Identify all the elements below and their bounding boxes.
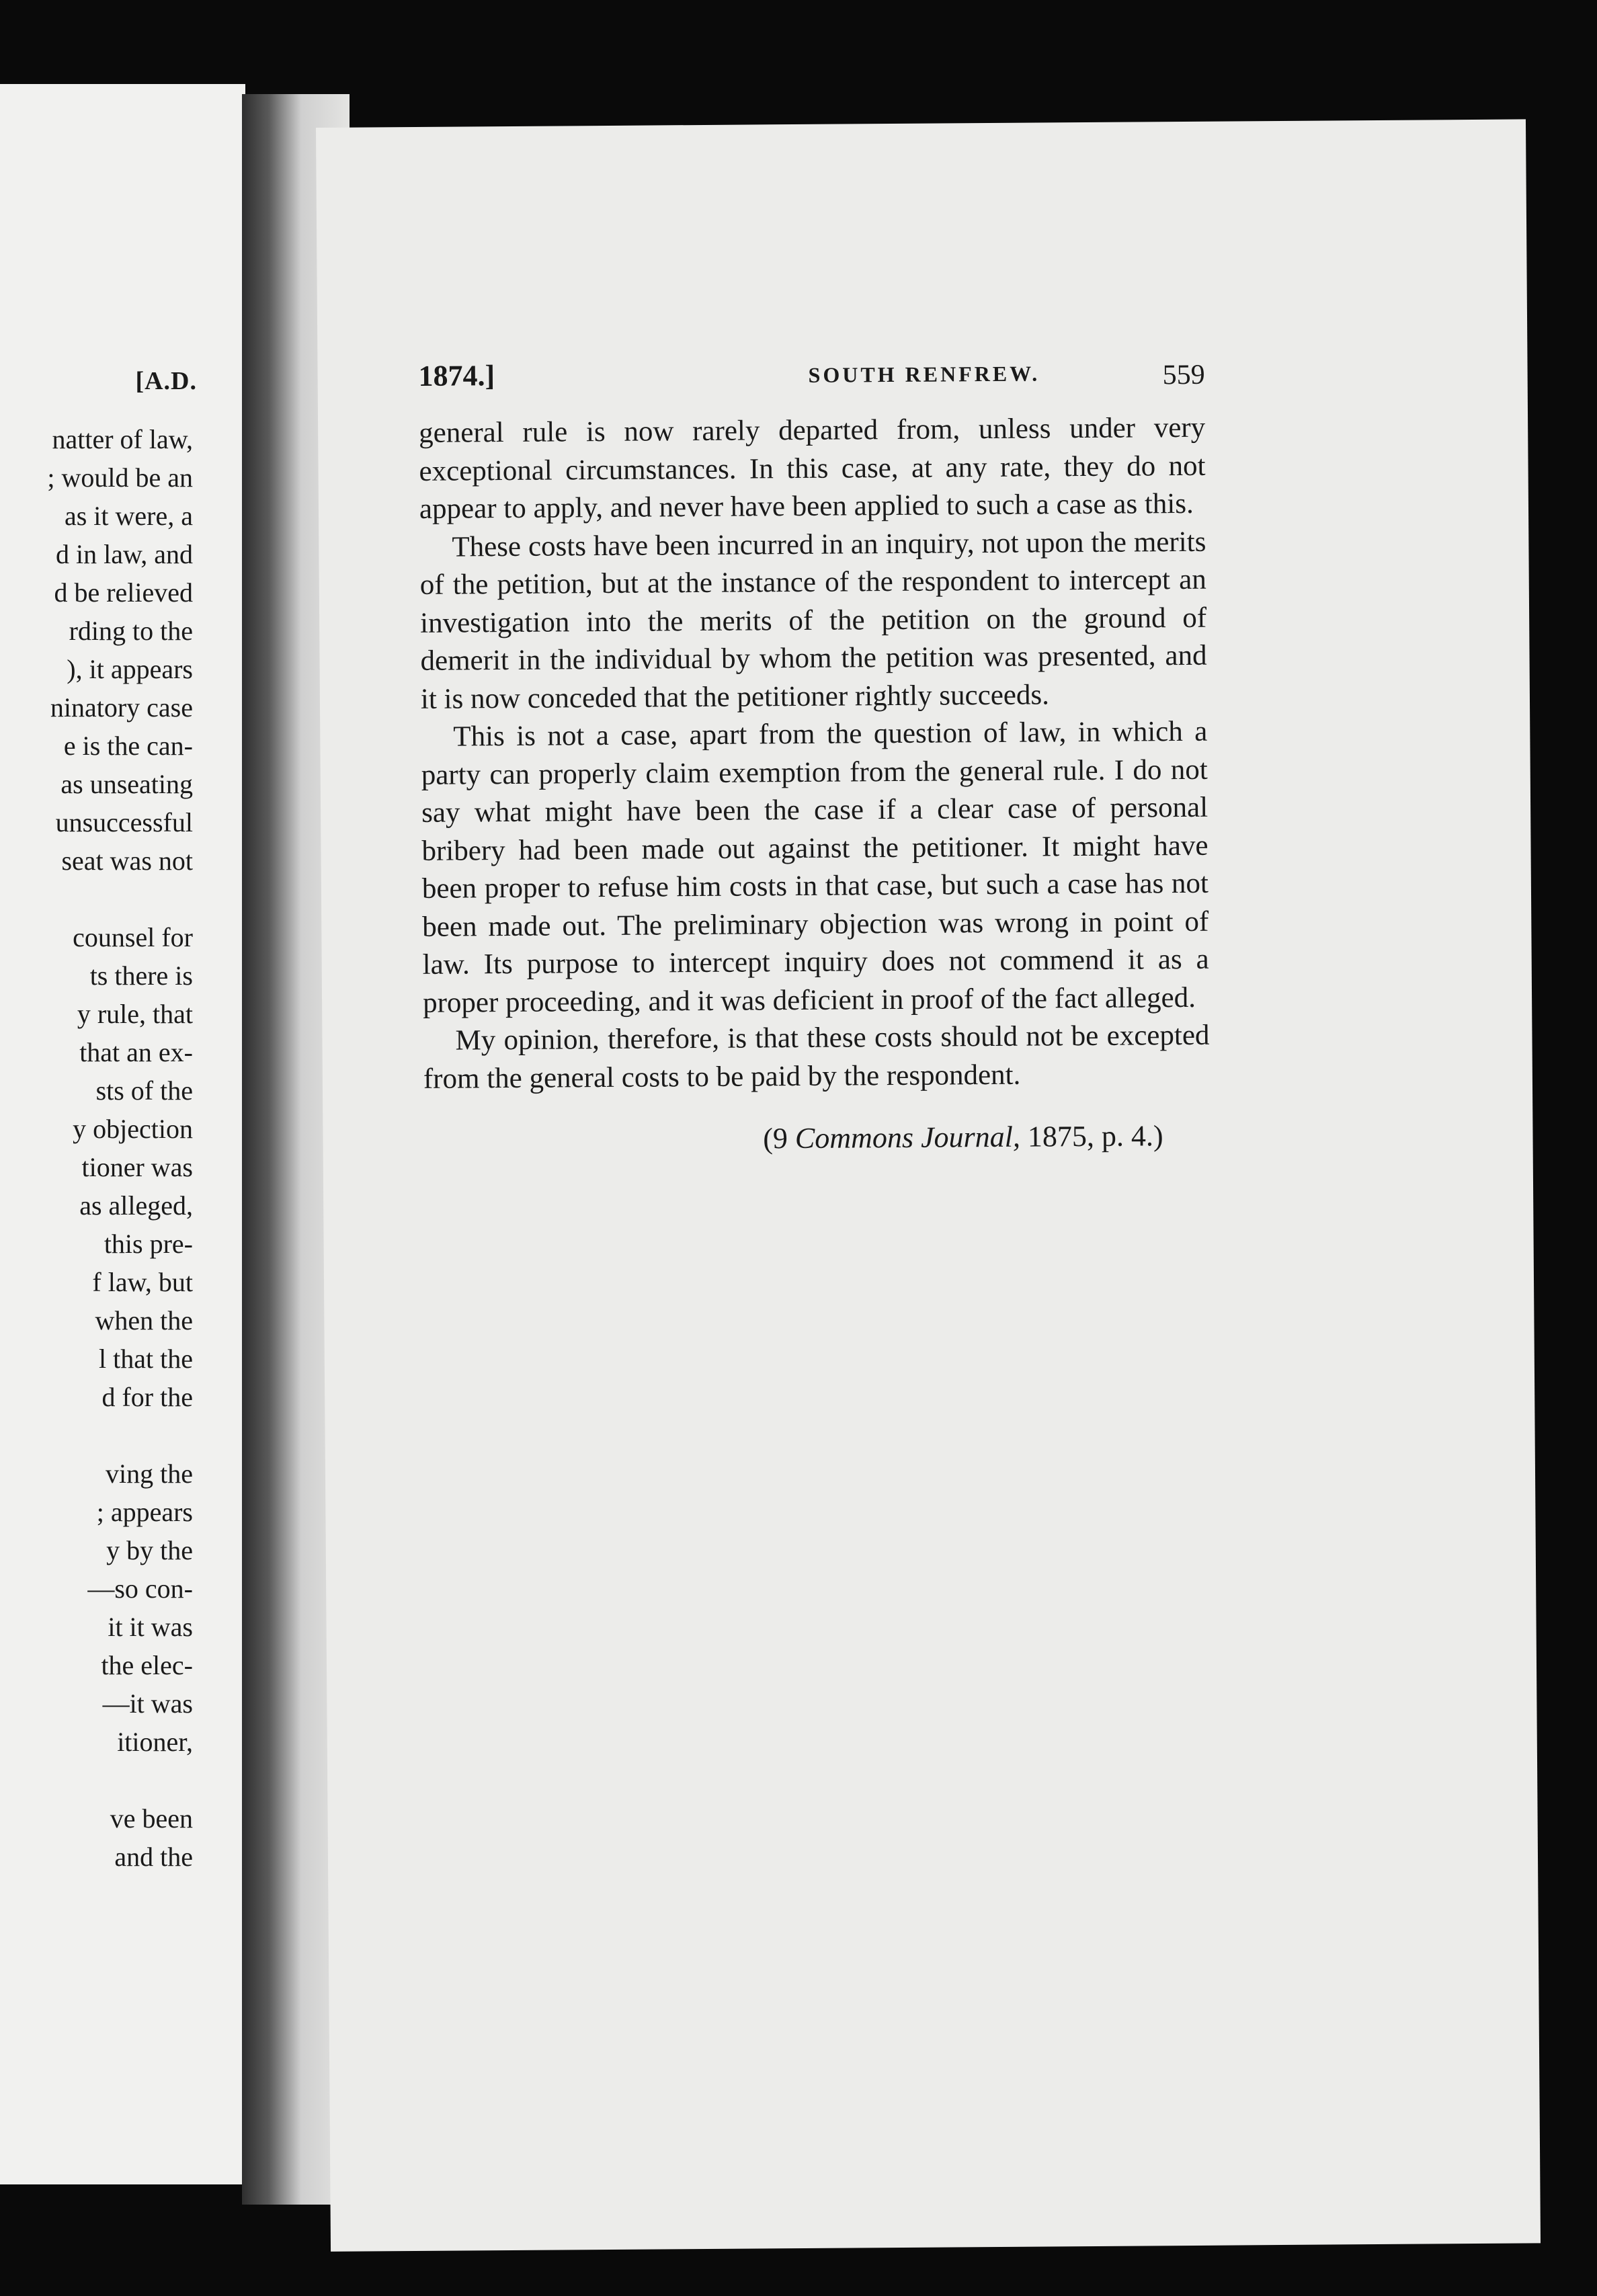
left-page-line: ve been	[110, 1803, 193, 1834]
left-page-line: d in law, and	[55, 539, 193, 569]
left-page-line: sts of the	[95, 1075, 193, 1106]
citation	[423, 1117, 1210, 1161]
left-page-line: counsel for	[73, 922, 193, 952]
left-page-line: y objection	[73, 1114, 193, 1144]
left-page-line: the elec-	[101, 1650, 193, 1680]
left-page-line: d be relieved	[54, 577, 193, 608]
left-page	[0, 84, 245, 2184]
left-page-line: rding to the	[69, 616, 193, 646]
left-page-line: tioner was	[81, 1152, 193, 1182]
left-page-line: f law, but	[92, 1267, 193, 1297]
page-number: 559	[1162, 359, 1205, 391]
citation-prefix: (9	[763, 1122, 796, 1155]
left-page-line: unsuccessful	[55, 807, 193, 837]
left-page-line: ninatory case	[50, 692, 193, 723]
left-page-line	[47, 1761, 193, 1799]
paragraph: These costs have been incurred in an inquiry, not upon the merits of the petition, but at the instance of the respondent to intercept an investigation into the merits of the petition on the ground of demerit in the individual by whom the petition was presented, and it is now conceded that the petitioner rightly succeeds.	[419, 526, 1207, 715]
left-page-line: as it were, a	[64, 501, 193, 531]
left-page-line: ), it appears	[67, 654, 193, 684]
paragraph: This is not a case, apart from the question of law, in which a party can properly claim exemption from the general rule. I do not say what might have been the case if a clear case of personal bribery had been made out against the petitioner. It might have been proper to refuse him costs in that case, but such a case has not been made out. The preliminary objection was wrong in point of law. Its purpose to intercept inquiry does not commend it as a proper proceeding, and it was deficient in proof of the fact alleged.	[421, 715, 1209, 1019]
running-header	[418, 354, 1204, 399]
left-page-line: it it was	[108, 1612, 193, 1642]
left-page-line: —so con-	[87, 1573, 193, 1604]
left-page-line: ving the	[106, 1459, 193, 1489]
citation-journal: Commons Journal,	[794, 1120, 1021, 1155]
left-page-line: when the	[95, 1305, 193, 1336]
left-page-line: natter of law,	[52, 424, 193, 454]
left-page-line: d for the	[101, 1382, 193, 1412]
left-page-line: this pre-	[104, 1229, 193, 1259]
left-page-line: e is the can-	[63, 731, 193, 761]
left-page-line: itioner,	[117, 1727, 193, 1757]
citation-suffix: 1875, p. 4.)	[1020, 1119, 1163, 1153]
header-title: SOUTH RENFREW.	[808, 361, 1040, 387]
left-page-line: —it was	[102, 1688, 193, 1719]
right-page	[316, 119, 1541, 2251]
left-page-line	[47, 1416, 193, 1454]
left-page-line: ; appears	[96, 1497, 193, 1527]
left-page-line: y rule, that	[77, 999, 193, 1029]
left-page-text	[47, 420, 193, 1876]
left-page-line: as unseating	[60, 769, 193, 799]
header-year: 1874.]	[418, 359, 495, 393]
left-page-line	[47, 880, 193, 918]
left-page-line: ts there is	[89, 960, 193, 991]
left-page-line: l that the	[99, 1344, 193, 1374]
body-text	[419, 409, 1211, 1161]
left-page-line: ; would be an	[47, 462, 193, 493]
left-page-header: [A.D.	[135, 367, 197, 395]
left-page-line: seat was not	[61, 846, 193, 876]
paragraph: My opinion, therefore, is that these costs should not be excepted from the general costs to be paid by the respondent.	[423, 1019, 1210, 1095]
left-page-line: y by the	[106, 1535, 193, 1565]
left-page-line: as alleged,	[79, 1190, 193, 1221]
left-page-line: and the	[114, 1842, 193, 1872]
paragraph: general rule is now rarely departed from, unless under very exceptional circumstances. In this case, at any rate, they do not appear to apply, and never have been applied to such a case as this.	[419, 411, 1206, 525]
left-page-line: that an ex-	[79, 1037, 193, 1067]
